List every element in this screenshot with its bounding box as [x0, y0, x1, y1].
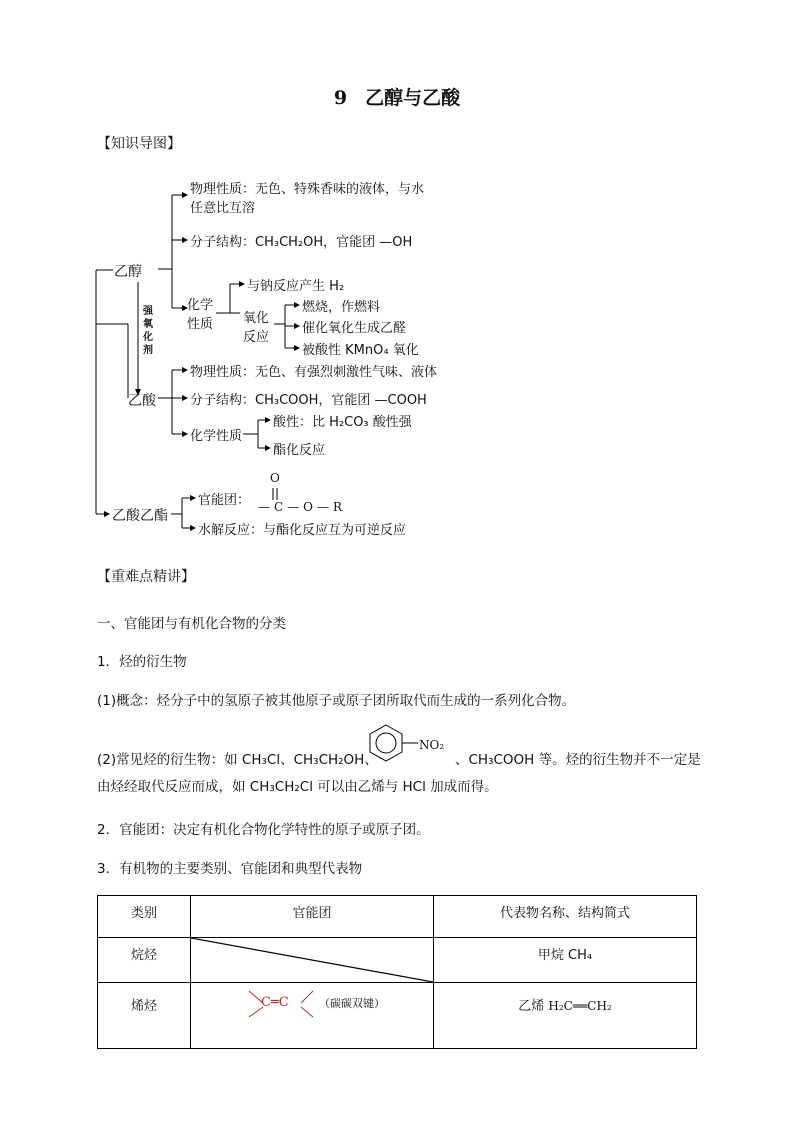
paragraph-concept: (1)概念：烃分子中的氢原子被其他原子或原子团所取代而生成的一系列化合物。 — [97, 693, 576, 709]
title-number: 9 — [333, 87, 348, 109]
table-cell-representative: 甲烷 CH₄ — [434, 938, 697, 983]
categories-table — [97, 895, 697, 1049]
table-row — [98, 938, 697, 983]
item-derivatives: 1．烃的衍生物 — [97, 654, 187, 670]
double-bond-formula: C═C — [261, 995, 289, 1010]
rep-name: 乙烯 — [518, 999, 549, 1014]
table-cell-category: 烷烃 — [98, 938, 191, 983]
node-catalytic: 催化氧化生成乙醛 — [302, 321, 407, 336]
item-main-categories: 3．有机物的主要类别、官能团和典型代表物 — [97, 861, 363, 877]
table-cell-group-empty — [191, 938, 434, 983]
node-acidity: 酸性：比 H₂CO₃ 酸性强 — [273, 415, 412, 430]
node-ester: 乙酸乙酯 — [112, 508, 168, 524]
table-header: 类别 — [98, 896, 191, 938]
node-ethanol-physical-1: 物理性质：无色、特殊香味的液体，与水 — [190, 182, 425, 197]
node-strong-oxidant: 强 氧 化 剂 — [143, 306, 153, 356]
node-acid-chem: 化学性质 — [190, 429, 243, 444]
table-cell-group — [191, 983, 434, 1049]
table-header-row — [98, 896, 697, 938]
node-acid-structure: 分子结构：CH₃COOH，官能团 —COOH — [190, 393, 427, 408]
node-acetic-acid: 乙酸 — [128, 393, 156, 409]
node-ethanol-physical-2: 任意比互溶 — [190, 201, 256, 216]
node-ethanol: 乙醇 — [114, 264, 142, 280]
table-cell-category: 烯烃 — [98, 983, 191, 1049]
section-mindmap: 【知识导图】 — [97, 136, 181, 152]
node-oxidation-1: 氧化 — [243, 311, 270, 326]
ester-formula-chain: —C—O—R — [258, 500, 347, 514]
paragraph-common-a: (2)常见烃的衍生物：如 CH₃Cl、CH₃CH₂OH、 — [97, 752, 378, 768]
node-sodium: 与钠反应产生 H₂ — [247, 279, 345, 294]
node-oxidation-2: 反应 — [243, 330, 270, 345]
double-bond-note: （碳碳双键） — [319, 997, 385, 1010]
item-functional-group: 2．官能团：决定有机化合物化学特性的原子或原子团。 — [97, 822, 430, 838]
node-burn: 燃烧，作燃料 — [302, 300, 381, 315]
rep-formula: H₂C══CH₂ — [548, 999, 612, 1013]
heading-functional-groups: 一、官能团与有机化合物的分类 — [97, 616, 286, 632]
node-hydrolysis: 水解反应：与酯化反应互为可逆反应 — [198, 523, 407, 538]
diagonal-line — [191, 938, 433, 982]
node-chem-prop-2: 性质 — [187, 317, 214, 332]
node-esterification: 酯化反应 — [273, 443, 326, 458]
node-acid-physical: 物理性质：无色、有强烈刺激性气味、液体 — [190, 365, 438, 380]
node-ester-group-label: 官能团： — [198, 493, 251, 508]
ester-formula-oxygen: O — [270, 471, 280, 485]
node-ethanol-structure: 分子结构：CH₃CH₂OH，官能团 —OH — [190, 235, 413, 250]
node-kmno4: 被酸性 KMnO₄ 氧化 — [302, 343, 419, 358]
nitro-group-label: NO₂ — [419, 738, 445, 752]
paragraph-common-b: 、CH₃COOH 等。烃的衍生物并不一定是 — [455, 752, 701, 768]
paragraph-common-c: 由烃经取代反应而成，如 CH₃CH₂Cl 可以由乙烯与 HCl 加成而得。 — [97, 779, 498, 795]
title-text: 乙醇与乙酸 — [365, 87, 461, 109]
table-header: 代表物名称、结构简式 — [434, 896, 697, 938]
table-row — [98, 983, 697, 1049]
node-chem-prop-1: 化学 — [187, 298, 214, 313]
table-cell-representative — [434, 983, 697, 1049]
table-header: 官能团 — [191, 896, 434, 938]
section-key-points: 【重难点精讲】 — [97, 569, 195, 585]
